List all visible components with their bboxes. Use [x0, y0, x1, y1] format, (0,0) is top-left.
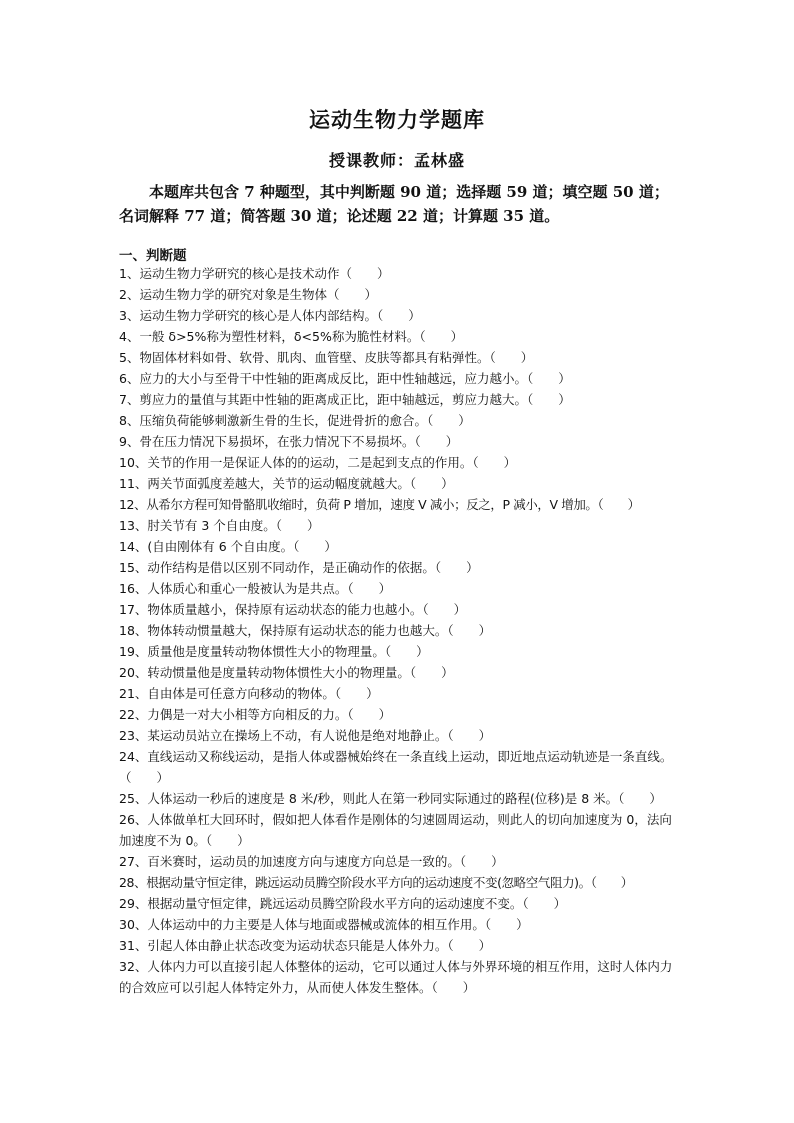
question-item: 19、质量他是度量转动物体惯性大小的物理量。（ ）	[119, 644, 429, 659]
question-item: 2、运动生物力学的研究对象是生物体（ ）	[119, 287, 377, 302]
question-item: 28、根据动量守恒定律，跳远运动员腾空阶段水平方向的运动速度不变(忽略空气阻力)。（ ）	[119, 875, 633, 890]
question-item: 25、人体运动一秒后的速度是 8 米/秒，则此人在第一秒同实际通过的路程(位移)是 8 米。（ ）	[119, 791, 662, 806]
question-item: 31、引起人体由静止状态改变为运动状态只能是人体外力。（ ）	[119, 938, 492, 953]
question-item: 11、两关节面弧度差越大，关节的运动幅度就越大。（ ）	[119, 476, 454, 491]
question-item: 14、(自由刚体有 6 个自由度。（ ）	[119, 539, 337, 554]
question-item: 22、力偶是一对大小相等方向相反的力。（ ）	[119, 707, 392, 722]
question-item: 32、人体内力可以直接引起人体整体的运动，它可以通过人体与外界环境的相互作用，这时人体内力的合效应可以引起人体特定外力，从而使人体发生整体。（ ）	[119, 959, 673, 995]
section-heading: 一、判断题	[119, 248, 187, 264]
question-item: 3、运动生物力学研究的核心是人体内部结构。（ ）	[119, 308, 421, 323]
intro-paragraph: 本题库共包含 7 种题型，其中判断题 90 道；选择题 59 道；填空题 50 道；名词解释 77 道；简答题 30 道；论述题 22 道；计算题 35 道。	[119, 183, 669, 225]
question-item: 24、直线运动又称线运动，是指人体或器械始终在一条直线上运动，即近地点运动轨迹是一条直线。（ ）	[119, 749, 673, 785]
question-item: 20、转动惯量他是度量转动物体惯性大小的物理量。（ ）	[119, 665, 454, 680]
question-item: 21、自由体是可任意方向移动的物体。（ ）	[119, 686, 379, 701]
page-title: 运动生物力学题库	[309, 108, 485, 132]
question-item: 18、物体转动惯量越大，保持原有运动状态的能力也越大。（ ）	[119, 623, 492, 638]
question-item: 4、一般 δ>5%称为塑性材料，δ<5%称为脆性材料。（ ）	[119, 329, 464, 344]
question-item: 27、百米赛时，运动员的加速度方向与速度方向总是一致的。（ ）	[119, 854, 504, 869]
question-list	[119, 263, 684, 998]
question-item: 12、从希尔方程可知骨骼肌收缩时，负荷 P 增加，速度 V 减小；反之，P 减小，V 增加。（ ）	[119, 497, 640, 512]
question-item: 5、物固体材料如骨、软骨、肌肉、血管壁、皮肤等都具有粘弹性。（ ）	[119, 350, 534, 365]
question-item: 29、根据动量守恒定律，跳远运动员腾空阶段水平方向的运动速度不变。（ ）	[119, 896, 567, 911]
question-item: 10、关节的作用一是保证人体的的运动，二是起到支点的作用。（ ）	[119, 455, 517, 470]
question-item: 9、骨在压力情况下易损坏，在张力情况下不易损坏。（ ）	[119, 434, 459, 449]
question-item: 17、物体质量越小，保持原有运动状态的能力也越小。（ ）	[119, 602, 467, 617]
question-item: 30、人体运动中的力主要是人体与地面或器械或流体的相互作用。（ ）	[119, 917, 529, 932]
question-item: 6、应力的大小与至骨干中性轴的距离成反比，距中性轴越远，应力越小。（ ）	[119, 371, 571, 386]
question-item: 1、运动生物力学研究的核心是技术动作（ ）	[119, 266, 390, 281]
question-item: 13、肘关节有 3 个自由度。（ ）	[119, 518, 320, 533]
question-item: 16、人体质心和重心一般被认为是共点。（ ）	[119, 581, 392, 596]
question-item: 23、某运动员站立在操场上不动，有人说他是绝对地静止。（ ）	[119, 728, 492, 743]
teacher-line: 授课教师：孟林盛	[328, 151, 465, 170]
question-item: 8、压缩负荷能够刺激新生骨的生长，促进骨折的愈合。（ ）	[119, 413, 471, 428]
question-item: 26、人体做单杠大回环时，假如把人体看作是刚体的匀速圆周运动，则此人的切向加速度为 0，法向加速度不为 0。（ ）	[119, 812, 672, 848]
question-item: 15、动作结构是借以区别不同动作，是正确动作的依据。（ ）	[119, 560, 479, 575]
question-item: 7、剪应力的量值与其距中性轴的距离成正比，距中轴越远，剪应力越大。（ ）	[119, 392, 571, 407]
